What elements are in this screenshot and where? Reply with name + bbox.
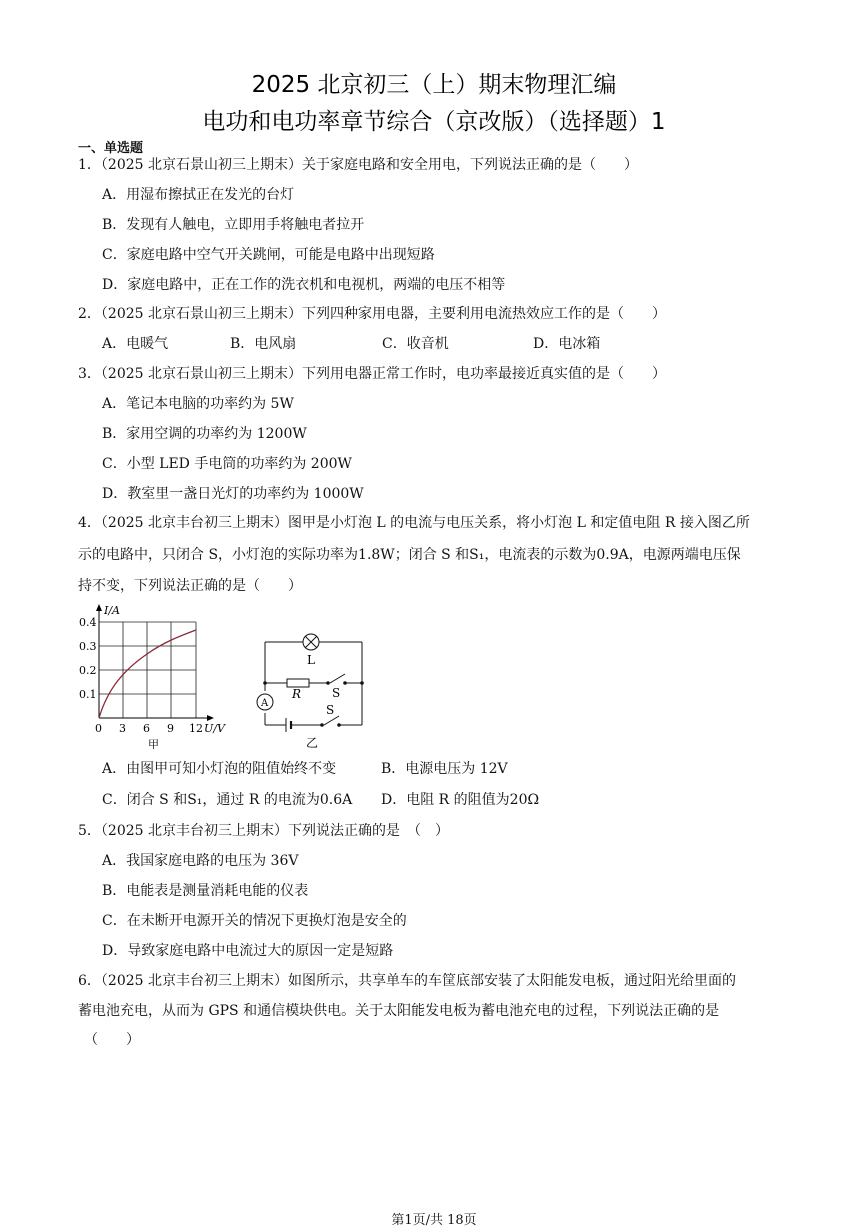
question-4-stem-line2: 示的电路中，只闭合 S，小灯泡的实际功率为1.8W；闭合 S 和S₁，电流表的示数为0.9A，电源两端电压保: [78, 547, 741, 563]
iu-graph-figure: [76, 602, 236, 750]
xtick-9: 9: [167, 722, 174, 735]
page-subtitle: 电功和电功率章节综合（京改版）（选择题）1: [202, 109, 666, 135]
question-4-stem-line1: 4．（2025 北京丰台初三上期末）图甲是小灯泡 L 的电流与电压关系，将小灯泡 L 和定值电阻 R 接入图乙所: [78, 515, 750, 531]
circuit-caption: 乙: [306, 736, 319, 750]
switch-s1-symbol: [330, 674, 345, 683]
ammeter-label: A: [261, 698, 269, 709]
page-title: 2025 北京初三（上）期末物理汇编: [251, 72, 617, 98]
q1-option-c: C．家庭电路中空气开关跳闸，可能是电路中出现短路: [102, 247, 435, 263]
q4-option-c: C．闭合 S 和S₁，通过 R 的电流为0.6A: [102, 792, 353, 808]
resistor-label: R: [292, 687, 302, 701]
question-5-stem: 5．（2025 北京丰台初三上期末）下列说法正确的是 （ ）: [78, 823, 449, 839]
question-6-stem-line1: 6．（2025 北京丰台初三上期末）如图所示，共享单车的车筐底部安装了太阳能发电板，通过阳光给里面的: [78, 973, 736, 989]
question-2-stem: 2．（2025 北京石景山初三上期末）下列四种家用电器，主要利用电流热效应工作的是（ ）: [78, 306, 666, 322]
q3-option-d: D．教室里一盏日光灯的功率约为 1000W: [102, 486, 364, 502]
iu-curve: [99, 630, 196, 718]
ytick-0.4: 0.4: [79, 616, 97, 629]
ytick-0.1: 0.1: [79, 688, 97, 701]
section-heading: 一、单选题: [78, 141, 144, 156]
q3-option-a: A．笔记本电脑的功率约为 5W: [102, 396, 294, 412]
q5-option-c: C．在未断开电源开关的情况下更换灯泡是安全的: [102, 913, 407, 929]
question-4-stem-line3: 持不变，下列说法正确的是（ ）: [78, 578, 302, 594]
q1-option-a: A．用湿布擦拭正在发光的台灯: [102, 187, 295, 203]
q5-option-d: D．导致家庭电路中电流过大的原因一定是短路: [102, 943, 394, 959]
graph-xlabel: U/V: [204, 722, 225, 735]
question-6-stem-line3: （ ）: [84, 1032, 140, 1048]
xtick-3: 3: [119, 722, 126, 735]
q2-option-c: C．收音机: [382, 336, 449, 352]
q2-option-a: A．电暖气: [102, 336, 169, 352]
lamp-label: L: [307, 653, 315, 667]
ytick-0.2: 0.2: [79, 664, 97, 677]
circuit-diagram: [248, 628, 373, 750]
switch1-label: S: [332, 686, 341, 700]
q4-option-a: A．由图甲可知小灯泡的阻值始终不变: [102, 761, 337, 777]
switch2-label: S: [326, 703, 335, 717]
xtick-12: 12: [189, 722, 203, 735]
q1-option-b: B．发现有人触电，立即用手将触电者拉开: [102, 217, 365, 233]
graph-ylabel: I/A: [104, 604, 120, 617]
q1-option-d: D．家庭电路中，正在工作的洗衣机和电视机，两端的电压不相等: [102, 277, 506, 293]
q3-option-b: B．家用空调的功率约为 1200W: [102, 426, 307, 442]
switch-s-symbol: [324, 716, 339, 725]
question-1-stem: 1．（2025 北京石景山初三上期末）关于家庭电路和安全用电，下列说法正确的是（ ）: [78, 157, 638, 173]
q4-option-d: D．电阻 R 的阻值为20Ω: [381, 792, 540, 808]
question-3-stem: 3．（2025 北京石景山初三上期末）下列用电器正常工作时，电功率最接近真实值的是（ ）: [78, 366, 666, 382]
q5-option-a: A．我国家庭电路的电压为 36V: [102, 853, 299, 869]
q4-option-b: B．电源电压为 12V: [381, 761, 508, 777]
q3-option-c: C．小型 LED 手电筒的功率约为 200W: [102, 456, 352, 472]
page-footer: 第1页/共 18页: [391, 1213, 477, 1228]
q2-option-b: B．电风扇: [230, 336, 297, 352]
q2-option-d: D．电冰箱: [533, 336, 601, 352]
question-6-stem-line2: 蓄电池充电，从而为 GPS 和通信模块供电。关于太阳能发电板为蓄电池充电的过程，下列说法正确的是: [78, 1003, 720, 1019]
resistor-symbol: [287, 679, 309, 687]
ytick-0.3: 0.3: [79, 640, 97, 653]
q5-option-b: B．电能表是测量消耗电能的仪表: [102, 883, 309, 899]
xtick-6: 6: [143, 722, 150, 735]
graph-caption: 甲: [148, 738, 159, 750]
xtick-0: 0: [95, 722, 102, 735]
